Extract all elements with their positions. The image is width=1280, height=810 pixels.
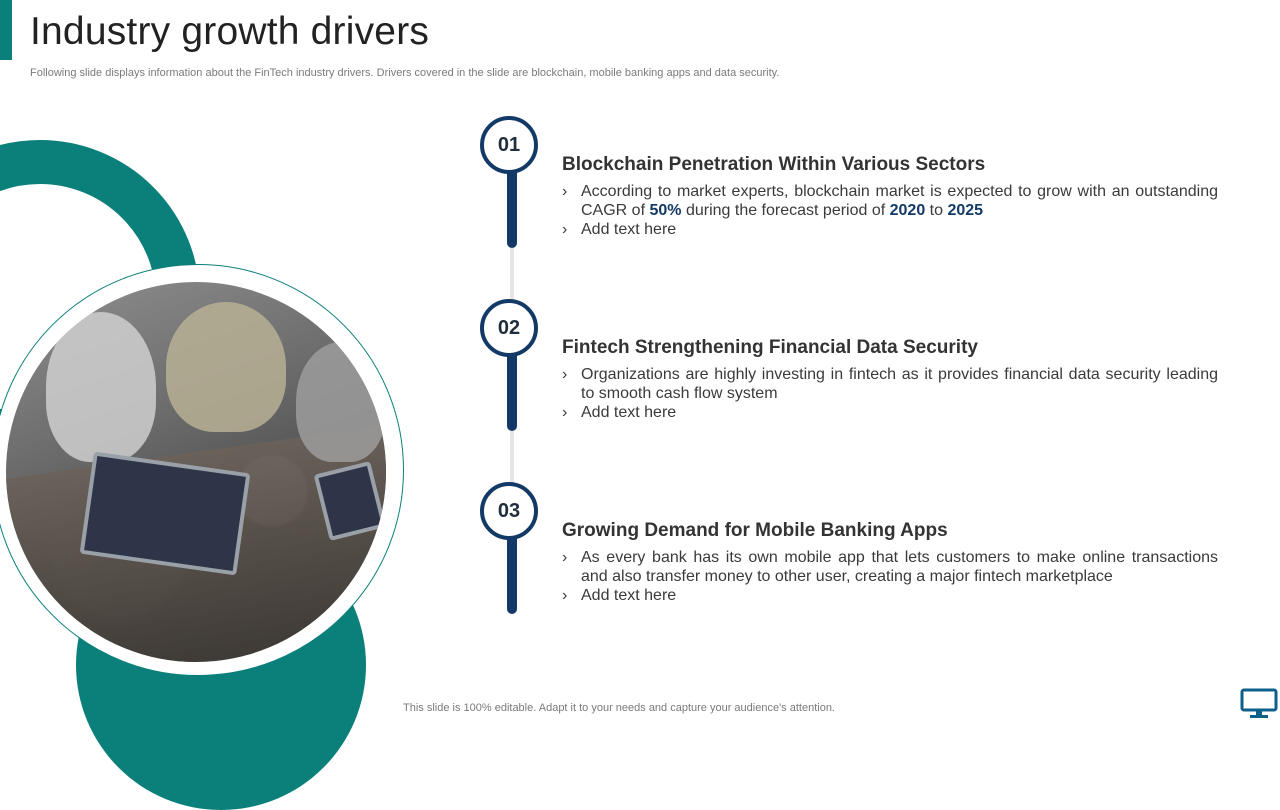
title-accent-bar: [0, 0, 12, 60]
bullet-item: › Add text here: [562, 587, 677, 604]
chevron-right-icon: ›: [562, 587, 568, 604]
highlight-start-year: 2020: [889, 202, 926, 219]
bullet-item: › Organizations are highly investing in fintech as it provides financial data security leading to smooth cash flow system: [562, 366, 1218, 402]
bullet-item: › According to market experts, blockchain market is expected to grow with an outstanding CAGR of 50% during the forecast period of 2020 to 2025: [562, 183, 1218, 219]
timeline-connector: [510, 248, 514, 300]
photo-person: [166, 302, 286, 432]
monitor-icon: [1240, 688, 1280, 720]
driver-heading: Blockchain Penetration Within Various Sectors: [562, 154, 986, 175]
bullet-item: › Add text here: [562, 404, 677, 421]
driver-heading: Growing Demand for Mobile Banking Apps: [562, 520, 948, 541]
chevron-right-icon: ›: [562, 366, 568, 383]
highlight-end-year: 2025: [947, 202, 984, 219]
photo-laptop: [80, 452, 251, 576]
driver-bullets: [562, 182, 1218, 239]
photo-person: [296, 342, 386, 462]
driver-heading: Fintech Strengthening Financial Data Security: [562, 337, 978, 358]
timeline-stem: [507, 355, 517, 431]
chevron-right-icon: ›: [562, 221, 568, 238]
bullet-item: › Add text here: [562, 221, 677, 238]
step-number-badge: 01: [480, 116, 538, 174]
footer-note: This slide is 100% editable. Adapt it to your needs and capture your audience's attention.: [403, 702, 835, 714]
page-title: Industry growth drivers: [30, 10, 430, 53]
driver-bullets: [562, 365, 1218, 422]
timeline-connector: [510, 431, 514, 483]
bullet-item: › As every bank has its own mobile app that lets customers to make online transactions and also transfer money to other user, creating a major fintech marketplace: [562, 549, 1218, 585]
step-number-badge: 03: [480, 482, 538, 540]
photo-person: [46, 312, 156, 462]
driver-bullets: [562, 548, 1218, 605]
highlight-cagr: 50%: [649, 202, 682, 219]
chevron-right-icon: ›: [562, 404, 568, 421]
timeline-stem: [507, 172, 517, 248]
chevron-right-icon: ›: [562, 183, 568, 200]
step-number-badge: 02: [480, 299, 538, 357]
chevron-right-icon: ›: [562, 549, 568, 566]
timeline-stem: [507, 538, 517, 614]
team-meeting-photo: [6, 282, 386, 662]
page-subtitle: Following slide displays information about the FinTech industry drivers. Drivers covered in the slide are blockchain, mobile banking apps and data security.: [30, 67, 780, 79]
